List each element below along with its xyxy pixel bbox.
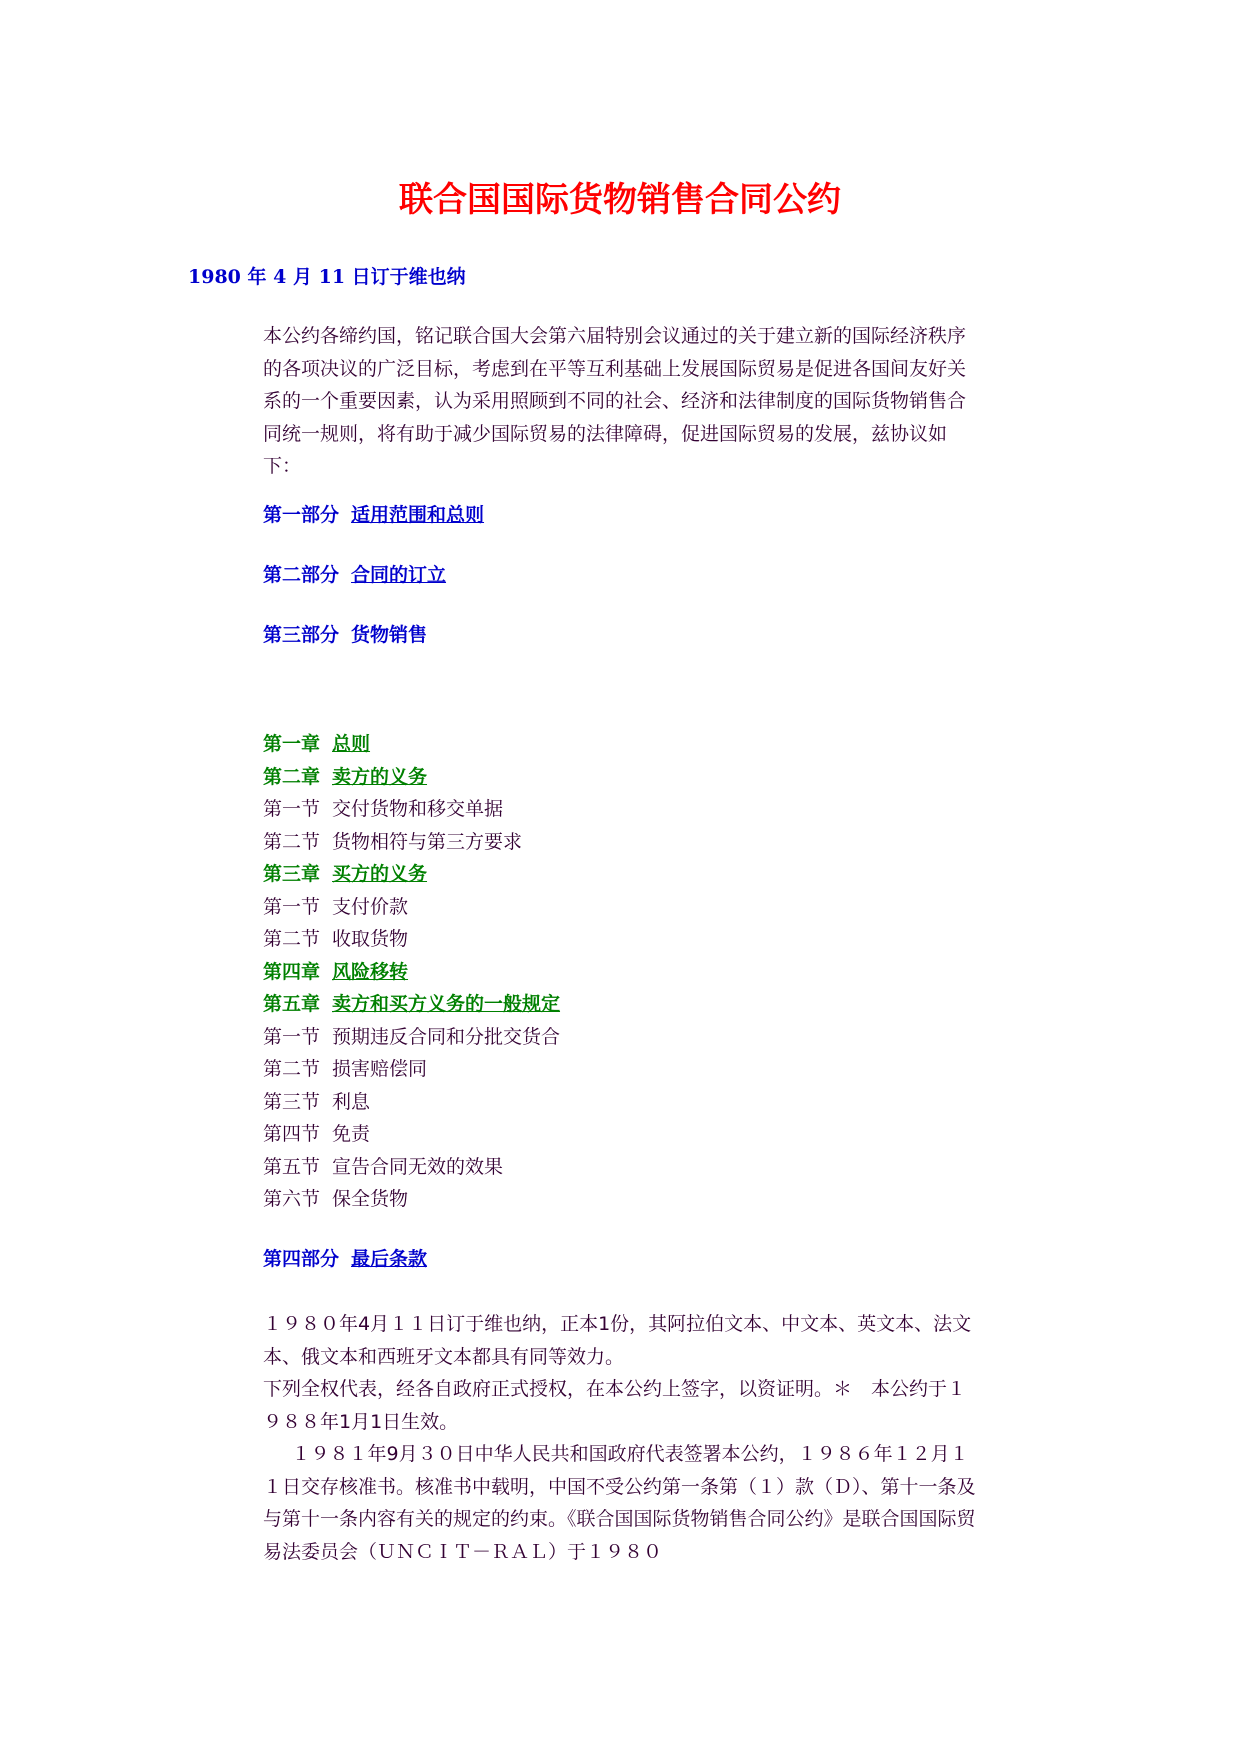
dateline-text-month: 月 xyxy=(286,266,319,288)
part-4-link[interactable]: 最后条款 xyxy=(351,1248,428,1270)
section-label: 第六节 xyxy=(263,1188,321,1210)
section-title: 利息 xyxy=(332,1090,371,1113)
chapter-link[interactable]: 卖方的义务 xyxy=(332,765,428,788)
section-label: 第二节 xyxy=(263,830,321,853)
section-title: 支付价款 xyxy=(332,895,409,918)
section-title: 预期违反合同和分批交货合 xyxy=(332,1025,561,1048)
chapter-label: 第一章 xyxy=(263,733,321,755)
toc-chapter xyxy=(263,956,560,989)
toc-section xyxy=(263,923,560,956)
part-4-heading xyxy=(263,1244,427,1271)
section-title: 交付货物和移交单据 xyxy=(332,798,504,820)
toc-chapter xyxy=(263,728,560,761)
part-3-heading xyxy=(263,620,427,647)
part-1-link[interactable]: 适用范围和总则 xyxy=(351,504,485,526)
document-title: 联合国国际货物销售合同公约 xyxy=(399,180,841,220)
chapter-label: 第五章 xyxy=(263,993,321,1015)
part-1-label: 第一部分 xyxy=(263,504,340,526)
section-title: 保全货物 xyxy=(332,1188,409,1210)
section-label: 第二节 xyxy=(263,928,321,950)
section-label: 第二节 xyxy=(263,1058,321,1080)
dateline-year: 1980 xyxy=(188,266,241,288)
final-paragraphs xyxy=(263,1308,977,1568)
part-1-heading xyxy=(263,500,484,527)
toc-section xyxy=(263,891,560,924)
chapter-label: 第三章 xyxy=(263,863,321,885)
section-label: 第五节 xyxy=(263,1155,321,1178)
final-paragraph-2: 下列全权代表，经各自政府正式授权，在本公约上签字，以资证明。＊ 本公约于１９８８年1月1日生效。 xyxy=(263,1378,967,1433)
toc-section xyxy=(263,1053,560,1086)
part-3-label: 第三部分 xyxy=(263,624,340,646)
chapter-link[interactable]: 风险移转 xyxy=(332,960,409,983)
section-label: 第三节 xyxy=(263,1090,321,1113)
section-title: 宣告合同无效的效果 xyxy=(332,1155,504,1178)
section-title: 损害赔偿同 xyxy=(332,1058,428,1080)
part-2-label: 第二部分 xyxy=(263,564,340,586)
toc-section xyxy=(263,793,560,826)
section-title: 免责 xyxy=(332,1123,371,1145)
part-2-link[interactable]: 合同的订立 xyxy=(351,564,447,586)
chapter-link[interactable]: 卖方和买方义务的一般规定 xyxy=(332,993,561,1015)
section-title: 货物相符与第三方要求 xyxy=(332,830,523,853)
part-4-label: 第四部分 xyxy=(263,1248,340,1270)
chapter-label: 第四章 xyxy=(263,960,321,983)
final-paragraph-3: １９８１年9月３０日中华人民共和国政府代表签署本公约，１９８６年１２月１１日交存核准书。核准书中载明，中国不受公约第一条第（１）款（Ｄ）、第十一条及与第十一条内容有关的规定的约束。《联合国国际货物销售合同公约》是联合国国际贸易法委员会（ＵＮＣＩＴ－ＲＡＬ）于１９８０ xyxy=(263,1443,976,1563)
section-label: 第一节 xyxy=(263,895,321,918)
toc-chapter xyxy=(263,761,560,794)
part-2-heading xyxy=(263,560,446,587)
dateline-month: 4 xyxy=(273,266,287,288)
table-of-contents xyxy=(263,728,560,1216)
section-label: 第一节 xyxy=(263,1025,321,1048)
toc-section xyxy=(263,1183,560,1216)
toc-section xyxy=(263,1151,560,1184)
chapter-label: 第二章 xyxy=(263,765,321,788)
toc-section xyxy=(263,826,560,859)
dateline xyxy=(188,262,466,289)
toc-chapter xyxy=(263,988,560,1021)
dateline-text-day: 日订于维也纳 xyxy=(345,266,466,288)
dateline-text-year: 年 xyxy=(240,266,274,288)
dateline-day: 11 xyxy=(318,266,346,288)
toc-section xyxy=(263,1118,560,1151)
section-title: 收取货物 xyxy=(332,928,409,950)
toc-chapter xyxy=(263,858,560,891)
toc-section xyxy=(263,1086,560,1119)
section-label: 第一节 xyxy=(263,798,321,820)
preamble-paragraph: 本公约各缔约国，铭记联合国大会第六届特别会议通过的关于建立新的国际经济秩序的各项决议的广泛目标，考虑到在平等互利基础上发展国际贸易是促进各国间友好关系的一个重要因素，认为采用照顾到不同的社会、经济和法律制度的国际货物销售合同统一规则，将有助于减少国际贸易的法律障碍，促进国际贸易的发展，兹协议如下： xyxy=(263,325,967,477)
chapter-link[interactable]: 总则 xyxy=(332,733,371,755)
toc-section xyxy=(263,1021,560,1054)
section-label: 第四节 xyxy=(263,1123,321,1145)
chapter-link[interactable]: 买方的义务 xyxy=(332,863,428,885)
part-3-title: 货物销售 xyxy=(351,624,428,646)
final-paragraph-1: １９８０年4月１１日订于维也纳，正本1份，其阿拉伯文本、中文本、英文本、法文本、俄文本和西班牙文本都具有同等效力。 xyxy=(263,1313,972,1368)
